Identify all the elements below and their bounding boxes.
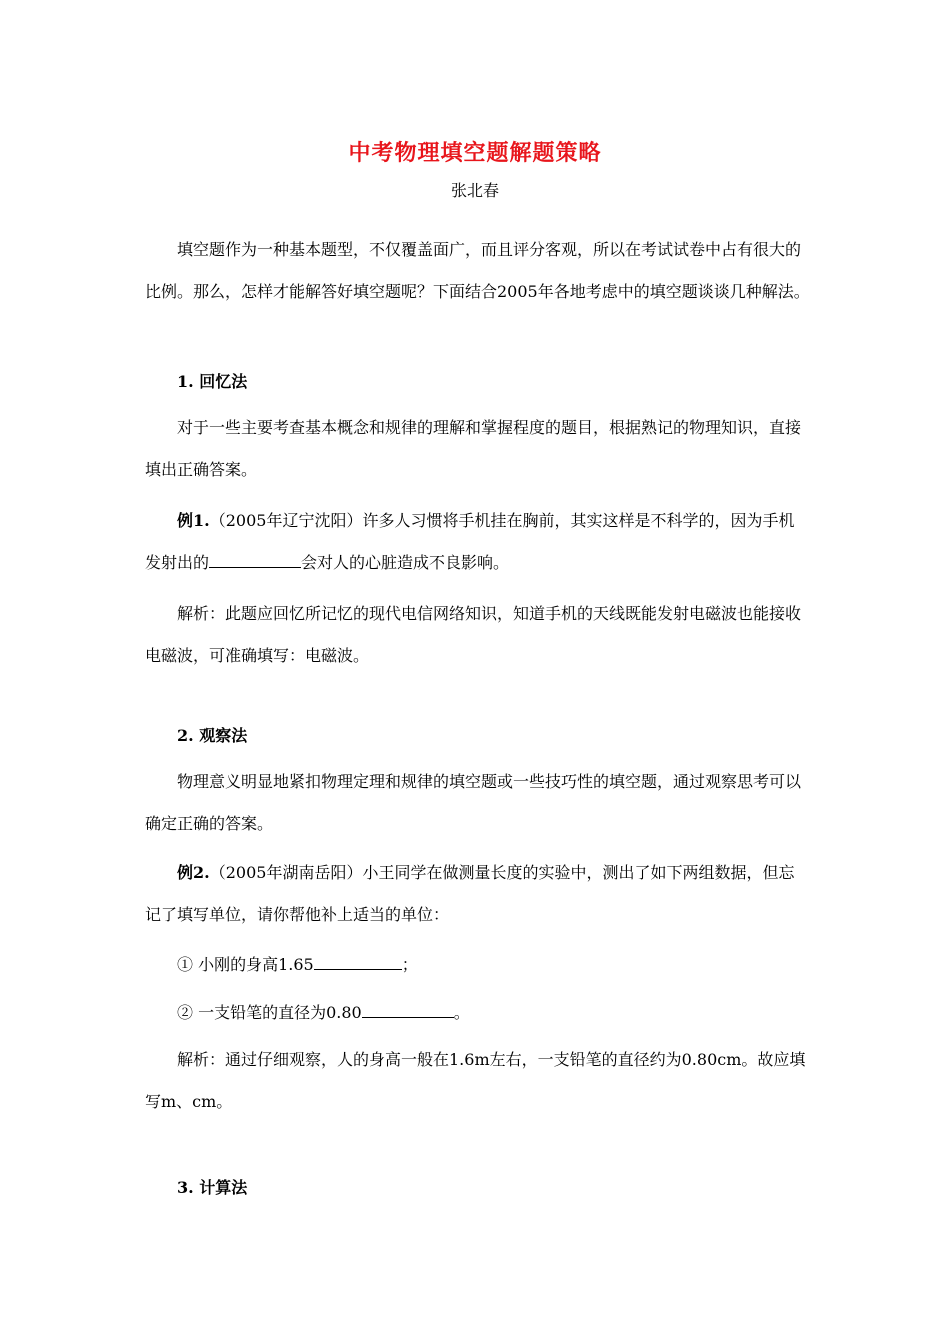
example-2-item-2	[177, 1000, 470, 1023]
example-2-text: （2005年湖南岳阳）小王同学在做测量长度的实验中，测出了如下两组数据，但忘记了填写单位，请你帮他补上适当的单位：	[145, 863, 795, 924]
answer-blank	[209, 553, 301, 568]
item-1-punct: ；	[401, 955, 418, 974]
example-2	[145, 852, 810, 936]
example-1-analysis: 解析：此题应回忆所记忆的现代电信网络知识，知道手机的天线既能发射电磁波也能接收电磁波，可准确填写：电磁波。	[145, 604, 802, 665]
answer-blank	[314, 955, 402, 970]
example-2-item-1	[177, 952, 418, 975]
section-2-body: 物理意义明显地紧扣物理定理和规律的填空题或一些技巧性的填空题，通过观察思考可以确定正确的答案。	[145, 772, 802, 833]
example-1-text-b: 会对人的心脏造成不良影响。	[301, 553, 510, 572]
answer-blank	[362, 1003, 454, 1018]
section-heading-3: 3. 计算法	[177, 1178, 248, 1197]
example-1-text-a: （2005年辽宁沈阳）许多人习惯将手机挂在胸前，其实这样是不科学的，因为手机发射出的	[145, 511, 795, 572]
document-author: 张北春	[450, 181, 499, 200]
example-1-label: 例1.	[177, 511, 210, 530]
item-1-text: ① 小刚的身高1.65	[177, 955, 314, 974]
section-heading-1: 1. 回忆法	[177, 372, 248, 391]
document-title: 中考物理填空题解题策略	[348, 140, 602, 166]
example-2-label: 例2.	[177, 863, 210, 882]
section-1-body: 对于一些主要考查基本概念和规律的理解和掌握程度的题目，根据熟记的物理知识，直接填出正确答案。	[145, 418, 802, 479]
item-2-text: ② 一支铅笔的直径为0.80	[177, 1003, 362, 1022]
intro-paragraph: 填空题作为一种基本题型，不仅覆盖面广，而且评分客观，所以在考试试卷中占有很大的比例。那么，怎样才能解答好填空题呢？下面结合2005年各地考虑中的填空题谈谈几种解法。	[145, 240, 810, 301]
section-heading-2: 2. 观察法	[177, 726, 248, 745]
example-1	[145, 500, 810, 584]
example-2-analysis: 解析：通过仔细观察，人的身高一般在1.6m左右，一支铅笔的直径约为0.80cm。故应填写m、cm。	[145, 1050, 806, 1111]
item-2-punct: 。	[453, 1003, 470, 1022]
